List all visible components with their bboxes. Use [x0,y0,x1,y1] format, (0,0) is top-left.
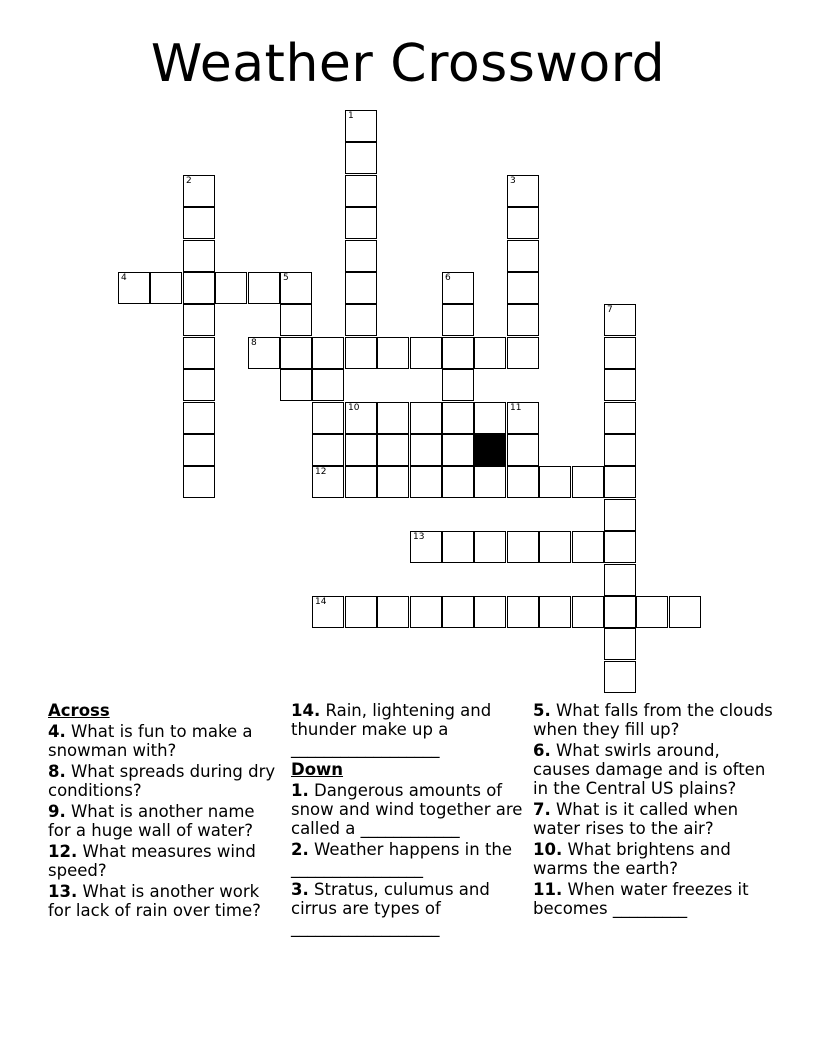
grid-cell[interactable] [345,175,377,207]
grid-cell[interactable] [442,272,474,304]
grid-cell[interactable] [345,240,377,272]
grid-cell[interactable] [183,175,215,207]
cell-number: 5 [283,273,289,283]
grid-cell[interactable] [604,369,636,401]
cell-number: 10 [348,403,360,413]
clue-across-8: 8. What spreads during dry conditions? [48,762,276,800]
grid-cell[interactable] [604,402,636,434]
grid-cell[interactable] [604,337,636,369]
grid-cell[interactable] [539,531,571,563]
grid-cell[interactable] [118,272,150,304]
grid-cell[interactable] [442,304,474,336]
grid-cell[interactable] [604,531,636,563]
grid-cell[interactable] [377,402,409,434]
clue-down-1: 1. Dangerous amounts of snow and wind together are called a ____________ [291,781,523,838]
grid-cell[interactable] [248,337,280,369]
grid-cell[interactable] [280,272,312,304]
grid-cell[interactable] [150,272,182,304]
grid-cell[interactable] [377,434,409,466]
grid-cell[interactable] [410,531,442,563]
grid-cell[interactable] [183,466,215,498]
grid-cell[interactable] [604,466,636,498]
grid-cell[interactable] [507,240,539,272]
grid-cell[interactable] [345,466,377,498]
grid-cell[interactable] [572,466,604,498]
grid-cell[interactable] [604,304,636,336]
cell-number: 12 [315,467,327,477]
grid-cell[interactable] [312,596,344,628]
grid-cell[interactable] [507,304,539,336]
grid-cell[interactable] [345,304,377,336]
grid-cell[interactable] [377,337,409,369]
grid-cell[interactable] [345,142,377,174]
clue-across-13: 13. What is another work for lack of rain over time? [48,882,261,920]
grid-cell[interactable] [604,434,636,466]
grid-cell[interactable] [507,402,539,434]
cell-number: 3 [510,176,516,186]
grid-cell[interactable] [507,175,539,207]
cell-number: 4 [121,273,127,283]
grid-cell[interactable] [507,207,539,239]
grid-cell[interactable] [183,337,215,369]
cell-number: 11 [510,403,522,413]
cell-number: 13 [413,532,425,542]
grid-cell[interactable] [539,596,571,628]
grid-cell[interactable] [345,207,377,239]
grid-cell[interactable] [345,596,377,628]
grid-cell[interactable] [410,337,442,369]
clue-across-14: 14. Rain, lightening and thunder make up a __________________ [291,701,492,758]
grid-cell[interactable] [442,369,474,401]
grid-cell[interactable] [507,272,539,304]
grid-cell[interactable] [507,596,539,628]
grid-cell[interactable] [442,402,474,434]
grid-cell[interactable] [474,402,506,434]
grid-cell[interactable] [442,596,474,628]
grid-cell[interactable] [312,369,344,401]
clue-column-3 [533,701,773,920]
down-heading: Down [291,760,344,779]
grid-cell[interactable] [183,369,215,401]
cell-number: 2 [186,176,192,186]
grid-cell[interactable] [410,466,442,498]
grid-cell[interactable] [345,272,377,304]
grid-cell[interactable] [572,596,604,628]
grid-cell[interactable] [474,466,506,498]
grid-cell[interactable] [183,304,215,336]
grid-cell[interactable] [604,564,636,596]
grid-cell[interactable] [442,531,474,563]
grid-cell[interactable] [377,596,409,628]
clue-column-2 [291,701,523,939]
grid-cell[interactable] [442,337,474,369]
grid-cell[interactable] [442,466,474,498]
across-heading: Across [48,701,110,720]
grid-cell[interactable] [312,402,344,434]
clue-down-6: 6. What swirls around, causes damage and is often in the Central US plains? [533,741,766,798]
cell-number: 1 [348,111,354,121]
clue-column-1 [48,701,276,922]
grid-cell[interactable] [507,434,539,466]
grid-cell[interactable] [442,434,474,466]
clue-down-10: 10. What brightens and warms the earth? [533,840,731,878]
grid-cell[interactable] [345,110,377,142]
grid-cell[interactable] [183,434,215,466]
grid-cell[interactable] [604,596,636,628]
cell-number: 7 [607,305,613,315]
grid-cell[interactable] [183,402,215,434]
grid-cell[interactable] [312,434,344,466]
grid-cell[interactable] [474,531,506,563]
grid-cell[interactable] [507,531,539,563]
grid-cell[interactable] [636,596,668,628]
grid-cell[interactable] [539,466,571,498]
grid-cell[interactable] [312,337,344,369]
grid-cell[interactable] [215,272,247,304]
grid-cell[interactable] [604,499,636,531]
page-title: Weather Crossword [150,34,666,94]
grid-cell[interactable] [280,369,312,401]
cell-number: 6 [445,273,451,283]
grid-cell[interactable] [183,272,215,304]
cell-number: 14 [315,597,327,607]
grid-cell[interactable] [410,596,442,628]
clue-down-7: 7. What is it called when water rises to the air? [533,800,739,838]
grid-cell[interactable] [410,402,442,434]
clue-across-9: 9. What is another name for a huge wall of water? [48,802,255,840]
grid-cell[interactable] [507,337,539,369]
clue-down-5: 5. What falls from the clouds when they fill up? [533,701,773,739]
grid-cell[interactable] [572,531,604,563]
grid-cell[interactable] [248,272,280,304]
grid-cell[interactable] [183,207,215,239]
grid-cell[interactable] [183,240,215,272]
grid-cell[interactable] [280,304,312,336]
grid-cell[interactable] [312,466,344,498]
grid-cell[interactable] [604,661,636,693]
grid-cell[interactable] [474,337,506,369]
grid-cell[interactable] [410,434,442,466]
black-square [474,434,506,466]
grid-cell[interactable] [604,628,636,660]
clue-down-11: 11. When water freezes it becomes _________ [533,880,749,918]
grid-cell[interactable] [474,596,506,628]
grid-cell[interactable] [345,434,377,466]
cell-number: 8 [251,338,257,348]
clue-down-2: 2. Weather happens in the ________________ [291,840,513,878]
clue-across-12: 12. What measures wind speed? [48,842,256,880]
grid-cell[interactable] [345,402,377,434]
grid-cell[interactable] [280,337,312,369]
grid-cell[interactable] [507,466,539,498]
grid-cell[interactable] [345,337,377,369]
clue-across-4: 4. What is fun to make a snowman with? [48,722,253,760]
grid-cell[interactable] [669,596,701,628]
clue-down-3: 3. Stratus, culumus and cirrus are types of __________________ [291,880,490,937]
grid-cell[interactable] [377,466,409,498]
